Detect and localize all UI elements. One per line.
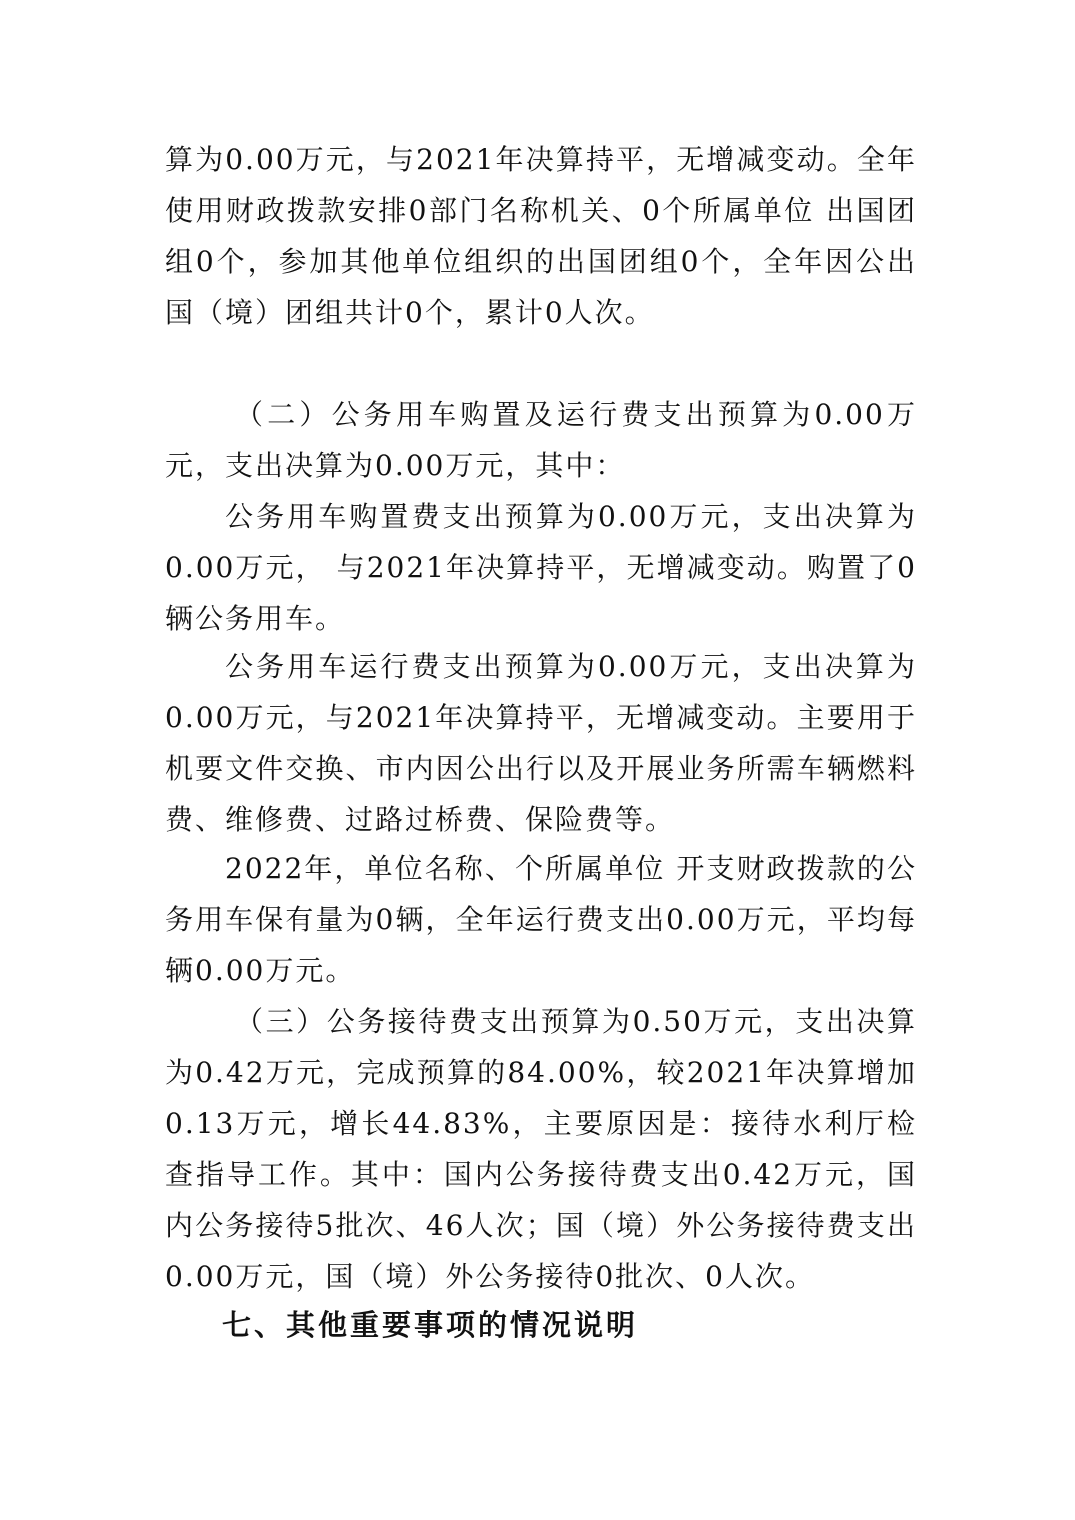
paragraph-vehicle-holdings: 2022年，单位名称、个所属单位 开支财政拨款的公务用车保有量为0辆，全年运行费支出0.00万元，平均每辆0.00万元。 [165, 852, 917, 987]
paragraph-reception: （三）公务接待费支出预算为0.50万元，支出决算为0.42万元，完成预算的84.00%，较2021年决算增加0.13万元，增长44.83%，主要原因是：接待水利厅检查指导工作。其中：国内公务接待费支出0.42万元，国内公务接待5批次、46人次；国（境）外公务接待费支出0.00万元，国（境）外公务接待0批次、0人次。 [165, 1005, 917, 1293]
paragraph-overseas-travel: 算为0.00万元，与2021年决算持平，无增减变动。全年使用财政拨款安排0部门名称机关、0个所属单位 出国团组0个，参加其他单位组织的出国团组0个，全年因公出国（境）团组共计0个，累计0人次。 [165, 143, 917, 329]
section-heading: 七、其他重要事项的情况说明 [222, 1308, 639, 1342]
paragraph-vehicle-operation: 公务用车运行费支出预算为0.00万元，支出决算为0.00万元，与2021年决算持平，无增减变动。主要用于机要文件交换、市内因公出行以及开展业务所需车辆燃料费、维修费、过路过桥费、保险费等。 [165, 650, 917, 836]
paragraph-vehicle-summary: （二）公务用车购置及运行费支出预算为0.00万元，支出决算为0.00万元，其中： [165, 398, 917, 482]
paragraph-vehicle-purchase: 公务用车购置费支出预算为0.00万元，支出决算为0.00万元， 与2021年决算持平，无增减变动。购置了0辆公务用车。 [165, 500, 917, 635]
